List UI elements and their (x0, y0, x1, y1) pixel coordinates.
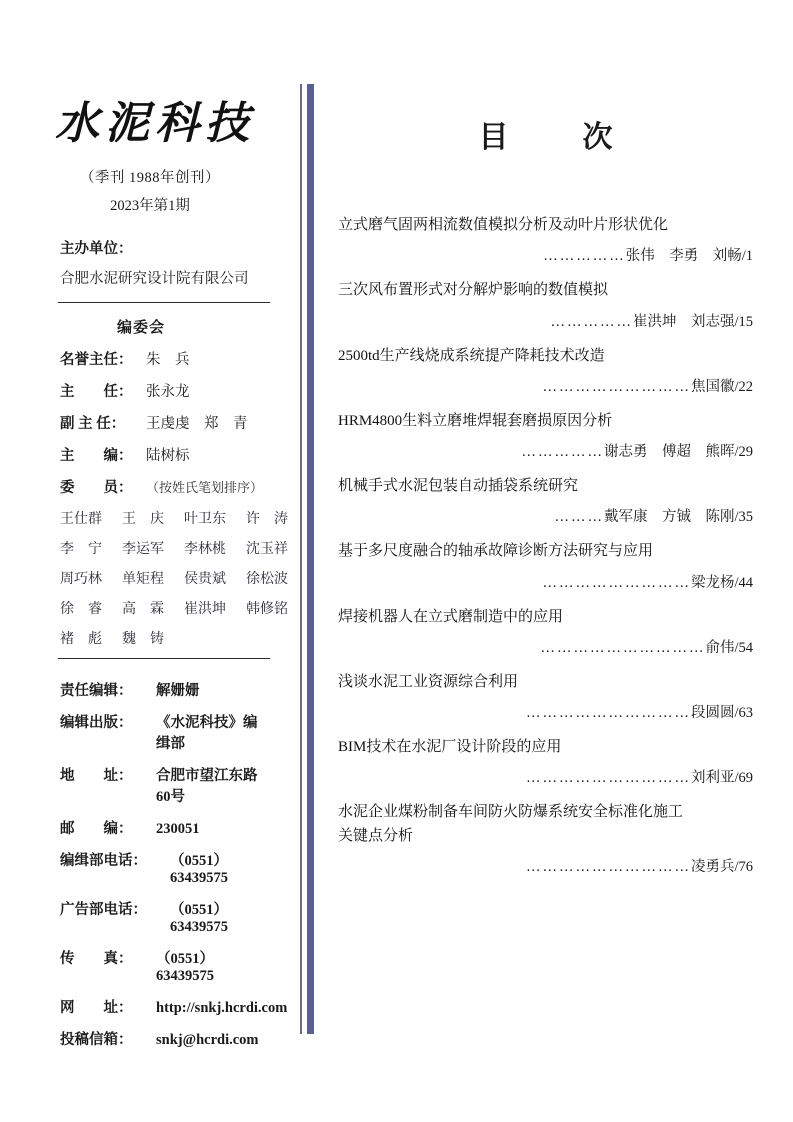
toc-entry[interactable] (338, 345, 753, 396)
author-names: 梁龙杨 (690, 574, 735, 591)
toc-entry-authors: ……………谢志勇 傅超 熊晖/29 (521, 444, 753, 460)
committee-role-row (60, 444, 270, 465)
member-row (60, 538, 288, 558)
author-names: 张伟 李勇 刘畅 (625, 248, 742, 265)
member-name: 褚 彪 (60, 632, 102, 648)
author-names: 凌勇兵 (690, 858, 735, 875)
leader-dots: …………… (550, 313, 633, 330)
member-row (60, 508, 288, 528)
toc-entry-authors: ………戴军康 方铖 陈刚/35 (554, 509, 753, 526)
member-name: 徐 睿 (60, 602, 102, 618)
member-name: 李林桃 (184, 542, 226, 558)
leader-dots: ……… (554, 509, 604, 526)
contact-label: 编辑出版： (60, 715, 133, 732)
divider-thick-bar (307, 84, 314, 1034)
leader-dots: …………… (521, 444, 604, 460)
toc-entry[interactable] (338, 540, 753, 591)
contact-row (60, 817, 270, 838)
leader-dots: ………………………… (540, 639, 706, 656)
toc-heading: 目 次 (478, 120, 635, 155)
member-row (60, 568, 288, 588)
toc-entry-authors: …………………………俞伟/54 (540, 639, 753, 656)
vertical-divider (300, 84, 316, 1034)
toc-entry-authors: …………………………段圆圆/63 (525, 705, 753, 721)
member-name: 单矩程 (122, 572, 164, 588)
journal-title: 水泥科技 (55, 98, 255, 149)
member-name: 高 霖 (122, 602, 164, 618)
contact-value: 230051 (156, 821, 200, 838)
contact-value: （0551）63439575 (170, 853, 228, 887)
author-names: 段圆圆 (690, 705, 735, 721)
leader-dots: ………………………… (525, 705, 691, 721)
role-label: 委 员： (60, 480, 133, 497)
divider-thin-rule (300, 84, 302, 1034)
toc-entry[interactable] (338, 671, 753, 722)
leader-dots: ………………………… (525, 770, 691, 787)
contact-row (60, 849, 270, 887)
member-name: 许 涛 (246, 512, 288, 528)
contact-value-email[interactable]: snkj@hcrdi.com (156, 1032, 259, 1049)
page-number: 76 (738, 858, 753, 875)
contact-row (60, 679, 270, 700)
role-label: 名誉主任： (60, 352, 133, 369)
committee-role-row (60, 412, 270, 433)
contact-label: 网 址： (60, 1000, 133, 1017)
contact-label: 广告部电话： (60, 902, 147, 919)
role-value: 朱 兵 (146, 352, 190, 369)
journal-issue: 2023年第1期 (110, 198, 190, 215)
toc-entry-authors: ……………崔洪坤 刘志强/15 (550, 313, 753, 330)
contact-row (60, 996, 288, 1017)
committee-role-row (60, 476, 270, 497)
toc-entry-authors: …………………………刘利亚/69 (525, 770, 753, 787)
page-number: 63 (738, 705, 753, 721)
committee-members (0, 508, 300, 648)
committee-role-row (60, 348, 270, 369)
member-name (246, 628, 308, 648)
member-name: 侯贵斌 (184, 572, 226, 588)
committee-role-row (60, 380, 270, 401)
role-value: 张永龙 (146, 384, 190, 401)
toc-entry-title: 浅谈水泥工业资源综合利用 (338, 673, 519, 690)
masthead-column (0, 0, 300, 1122)
toc-entry[interactable] (338, 214, 753, 265)
contact-label: 传 真： (60, 951, 133, 968)
member-name: 李运军 (122, 542, 164, 558)
member-row (60, 598, 288, 618)
toc-entry-title: 基于多尺度融合的轴承故障诊断方法研究与应用 (338, 543, 654, 560)
contact-label: 编缉部电话： (60, 853, 147, 870)
member-name: 叶卫东 (184, 512, 226, 528)
toc-entry[interactable] (338, 279, 753, 330)
leader-dots: …………… (543, 248, 626, 265)
toc-entry-title: 水泥企业煤粉制备车间防火防爆系统安全标准化施工 (338, 804, 684, 821)
toc-entry-authors: ………………………焦国徽/22 (542, 378, 753, 395)
toc-entry-title: BIM技术在水泥厂设计阶段的应用 (338, 739, 562, 755)
toc-entry-title: HRM4800生料立磨堆焊辊套磨损原因分析 (338, 412, 613, 429)
page-number: 69 (738, 770, 753, 787)
committee-title: 编委会 (116, 320, 165, 337)
contact-value: （0551）63439575 (170, 902, 228, 936)
member-name: 韩修铭 (246, 602, 288, 618)
journal-periodicity: （季刊 1988年创刊） (79, 170, 221, 187)
role-label: 副 主 任： (60, 416, 126, 433)
toc-entry[interactable] (338, 410, 753, 461)
divider-line-top (58, 302, 270, 303)
member-name: 王仕群 (60, 512, 102, 528)
member-name: 李 宁 (60, 542, 102, 558)
member-name: 魏 铸 (122, 632, 164, 648)
member-name (184, 628, 246, 648)
member-row (60, 628, 270, 648)
contact-row (60, 947, 270, 985)
committee-roles (0, 348, 300, 497)
toc-entry-title: 2500td生产线烧成系统提产降耗技术改造 (338, 347, 605, 364)
author-names: 焦国徽 (690, 378, 735, 395)
contact-value: 合肥市望江东路60号 (156, 768, 258, 806)
contact-value: 《水泥科技》编缉部 (156, 715, 258, 753)
page-number: 29 (738, 444, 753, 460)
toc-entry-title: 机械手式水泥包装自动插袋系统研究 (338, 478, 579, 494)
contact-label: 责任编辑： (60, 683, 133, 700)
author-names: 戴军康 方铖 陈刚 (603, 509, 735, 526)
contact-label: 地 址： (60, 768, 133, 785)
toc-entry-title-line2: 关键点分析 (338, 827, 414, 844)
divider-line-bottom (58, 658, 270, 659)
toc-entry[interactable] (338, 801, 753, 876)
leader-dots: ………………………… (525, 858, 691, 875)
leader-dots: ……………………… (542, 574, 691, 591)
page-number: 1 (745, 248, 753, 265)
toc-entry-title: 焊接机器人在立式磨制造中的应用 (338, 608, 564, 625)
toc-entry-title: 三次风布置形式对分解炉影响的数值模拟 (338, 282, 609, 299)
contact-row (60, 711, 270, 753)
page-number: 15 (738, 313, 753, 330)
toc-entry-authors: ……………张伟 李勇 刘畅/1 (543, 248, 753, 265)
page-number: 54 (738, 639, 753, 656)
contact-row (60, 764, 270, 806)
role-value-note: （按姓氏笔划排序） (146, 480, 264, 496)
toc-entry-authors: …………………………凌勇兵/76 (525, 858, 753, 875)
contact-row (60, 898, 270, 936)
page-number: 44 (738, 574, 753, 591)
role-value: 陆树标 (146, 448, 190, 465)
contact-value-website[interactable]: http://snkj.hcrdi.com (156, 1000, 288, 1017)
contact-label: 投稿信箱： (60, 1032, 133, 1049)
toc-entry[interactable] (338, 475, 753, 526)
role-label: 主 任： (60, 384, 133, 401)
sponsor-label: 主办单位： (60, 241, 133, 258)
author-names: 谢志勇 傅超 熊晖 (603, 444, 735, 460)
member-name: 周巧林 (60, 572, 102, 588)
toc-entry-authors: ………………………梁龙杨/44 (542, 574, 753, 591)
role-value: 王虔虔 郑 青 (146, 416, 248, 433)
contact-label: 邮 编： (60, 821, 133, 838)
author-names: 俞伟 (705, 639, 735, 656)
contact-value: （0551）63439575 (156, 951, 214, 985)
member-name: 崔洪坤 (184, 602, 226, 618)
page-number: 22 (738, 378, 753, 395)
toc-entry-title: 立式磨气固两相流数值模拟分析及动叶片形状优化 (338, 217, 669, 233)
role-label: 主 编： (60, 448, 133, 465)
member-name: 徐松波 (246, 572, 288, 588)
contact-info (0, 679, 300, 1049)
table-of-contents (300, 0, 793, 1122)
author-names: 刘利亚 (690, 770, 735, 787)
member-name: 王 庆 (122, 512, 164, 528)
contact-row (60, 1028, 270, 1049)
toc-entry[interactable] (338, 606, 753, 657)
member-name: 沈玉祥 (246, 542, 288, 558)
toc-entry[interactable] (338, 736, 753, 787)
author-names: 崔洪坤 刘志强 (632, 313, 735, 330)
sponsor-name: 合肥水泥研究设计院有限公司 (60, 271, 249, 288)
page-number: 35 (738, 509, 753, 526)
contact-value: 解姗姗 (156, 683, 200, 700)
leader-dots: ……………………… (542, 378, 691, 395)
